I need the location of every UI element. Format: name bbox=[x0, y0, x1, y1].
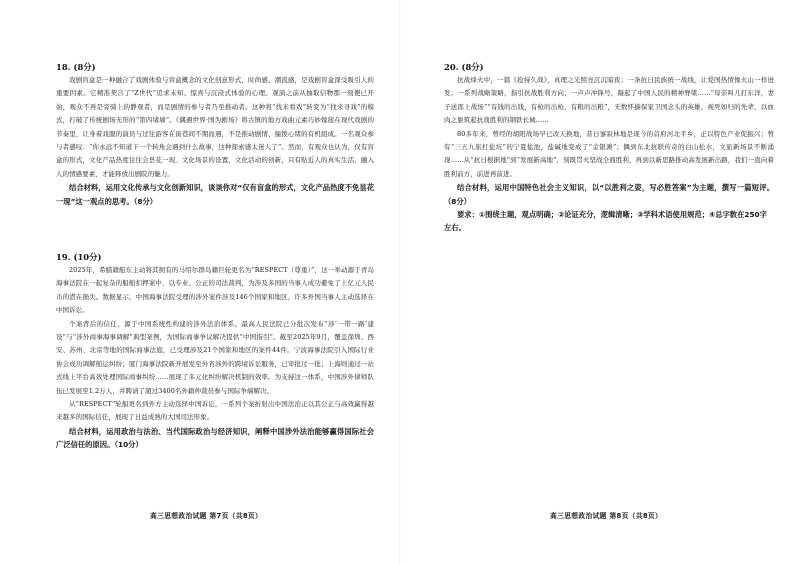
page-footer-left: 高三思想政治试题 第7页（共8页） bbox=[150, 512, 263, 520]
question-20-requirements: 要求：①围绕主题，观点明确；②论证充分，逻辑清晰；③学科术语使用规范；④总字数在250字左右。 bbox=[444, 210, 767, 233]
question-20-prompt: 结合材料，运用中国特色社会主义知识，以“以胜利之姿，写必胜答案”为主题，撰写一篇短评。（8分） bbox=[444, 183, 774, 206]
question-20-material-1: 抗战烽火中，一篇《抢持久战》，真理之光照亮沉沉暗夜；一条抗日民族统一战线，让爱国热情像火山一样迸发；一系列战略策略，指引抗战胜利方向；一声声冲锋号，凝起了中国人民的精神脊梁……“母亲叫儿打东洋，妻子送郎上战场”“有钱的出钱，有枪的出枪，有粮的出粮”，无数怀揣保家卫国念头的英雄，视死如归的先辈，以血肉之躯筑起抗战胜利的钢铁长城…… bbox=[444, 76, 774, 125]
question-19-material-2: 个案背后的信任，源于中国系统性构建的涉外法治体系。最高人民法院已分批次发布“涉‘一带一路’建设”与“涉外商事海事调解”典型案例，为国际商事争议解决提供“中国指引”。截至2025年9月，覆盖深圳、西安、苏州、北京等地的国际商事法庭，已受理涉及21个国家和地区的案件44件。宁波海事法院引入国际行业协会成功调解舶运纠纷；厦门海事法院新开展发至外省涉外的跨境诉讼服务，已审批过一批；上海则通过一站式线上平台高效处理国际商事纠纷……展现了多元化纠纷解决机制的效率。为支持这一体系，中国涉外律师队伍已发展至1.2万人，并聘请了超过3400名外籍仲裁员参与国际争端解决。 bbox=[56, 319, 374, 395]
question-18-title: 18. (8分) bbox=[56, 62, 96, 72]
question-19-prompt: 结合材料，运用政治与法治、当代国际政治与经济知识，阐释中国涉外法治能够赢得国际社会广泛信任的原因。（10分） bbox=[56, 426, 374, 450]
question-19-material-3: 从“RESPECT”轮船更名到外方主动选择中国诉讼，一系列个案折射出中国法治正以其公正与高效赢得越来越多的国际信任，展现了日益成熟的大国司法形象。 bbox=[56, 400, 374, 422]
question-20 bbox=[444, 62, 774, 235]
question-20-title: 20. (8分) bbox=[444, 62, 484, 72]
question-19-material-1: 2025年，希腊籍船东主动将其拥有的马绍尔群岛籍巨轮更名为“RESPECT（尊重）”，这一举动源于青岛海事法院在一起复杂的船舶扣押案中，以专业、公正的司法裁判，为涉及多国的当事人成功避免了上亿元人民币的潜在损失。数据显示，中国海事法院受理的涉外案件涉及146个国家和地区，许多外国当事人主动选择在中国诉讼。 bbox=[56, 266, 374, 315]
question-20-material-2: 80多年来，曾经的胡阳战场早已改天换地，昔日寥寂林地是现今的首府河北平乡，正以特色产业促振兴；曾有“三五九旅打盐坑”的宁夏盐池，盐碱地变成了“金银滩”；偶到东北抗联传奇的白山松水，文旅新场景不断涌现……从“抗日根据地”到“发展新高地”，刻既贯火坚战全面胜利，再到以新思路推动高发展新出路，我们一直向着胜利前方，前进再前进。 bbox=[444, 129, 774, 178]
question-19 bbox=[56, 252, 374, 452]
question-19-title: 19. (10分) bbox=[56, 252, 102, 262]
right-page bbox=[400, 0, 800, 565]
question-18-material: 戏剧盲盒是一种融合了戏剧体验与盲盒概念的文化创意形式，时尚感、潮流感，是戏剧盲盒深受吸引人的重要因素。它精准契合了“Z世代”追求未知、惊喜与沉浸式体验的心理。观演之前从抽取信物那一刻便已开始，观众不再是旁骑上的静观者，而是剧情的参与者乃至推动者。这种将“找来看戏”转变为“找来寻戏”的模式，打破了传统剧场无形的“第四堵墙”。《偶遇世界·国为剧场》将古镇的地方戏曲元素巧妙嫁接在现代戏剧的节奏里，让身着戏服的演员与过往游客在街巷间不期而遇，不是推动剧情、撞拨心绪的有机组成。一名观众参与者感叹：“你永远不知道下一个转角会遇到什么故事，这种探索感太迷人了”。然而，有观众也认为，仅有盲盒的形式，文化产品热度往往会昙花一现。文化场景的设置、文化活动的创新，只有贴近人的真实生活、融入人的情感要素，才能释放出剧院的魅力。 bbox=[56, 76, 374, 178]
question-18 bbox=[56, 62, 374, 208]
page-footer-right: 高三思想政治试题 第8页（共8页） bbox=[550, 512, 663, 520]
question-18-prompt: 结合材料，运用文化传承与文化创新知识，谈谈你对“仅有盲盒的形式，文化产品热度不免昙花一现”这一观点的思考。（8分） bbox=[56, 183, 374, 206]
